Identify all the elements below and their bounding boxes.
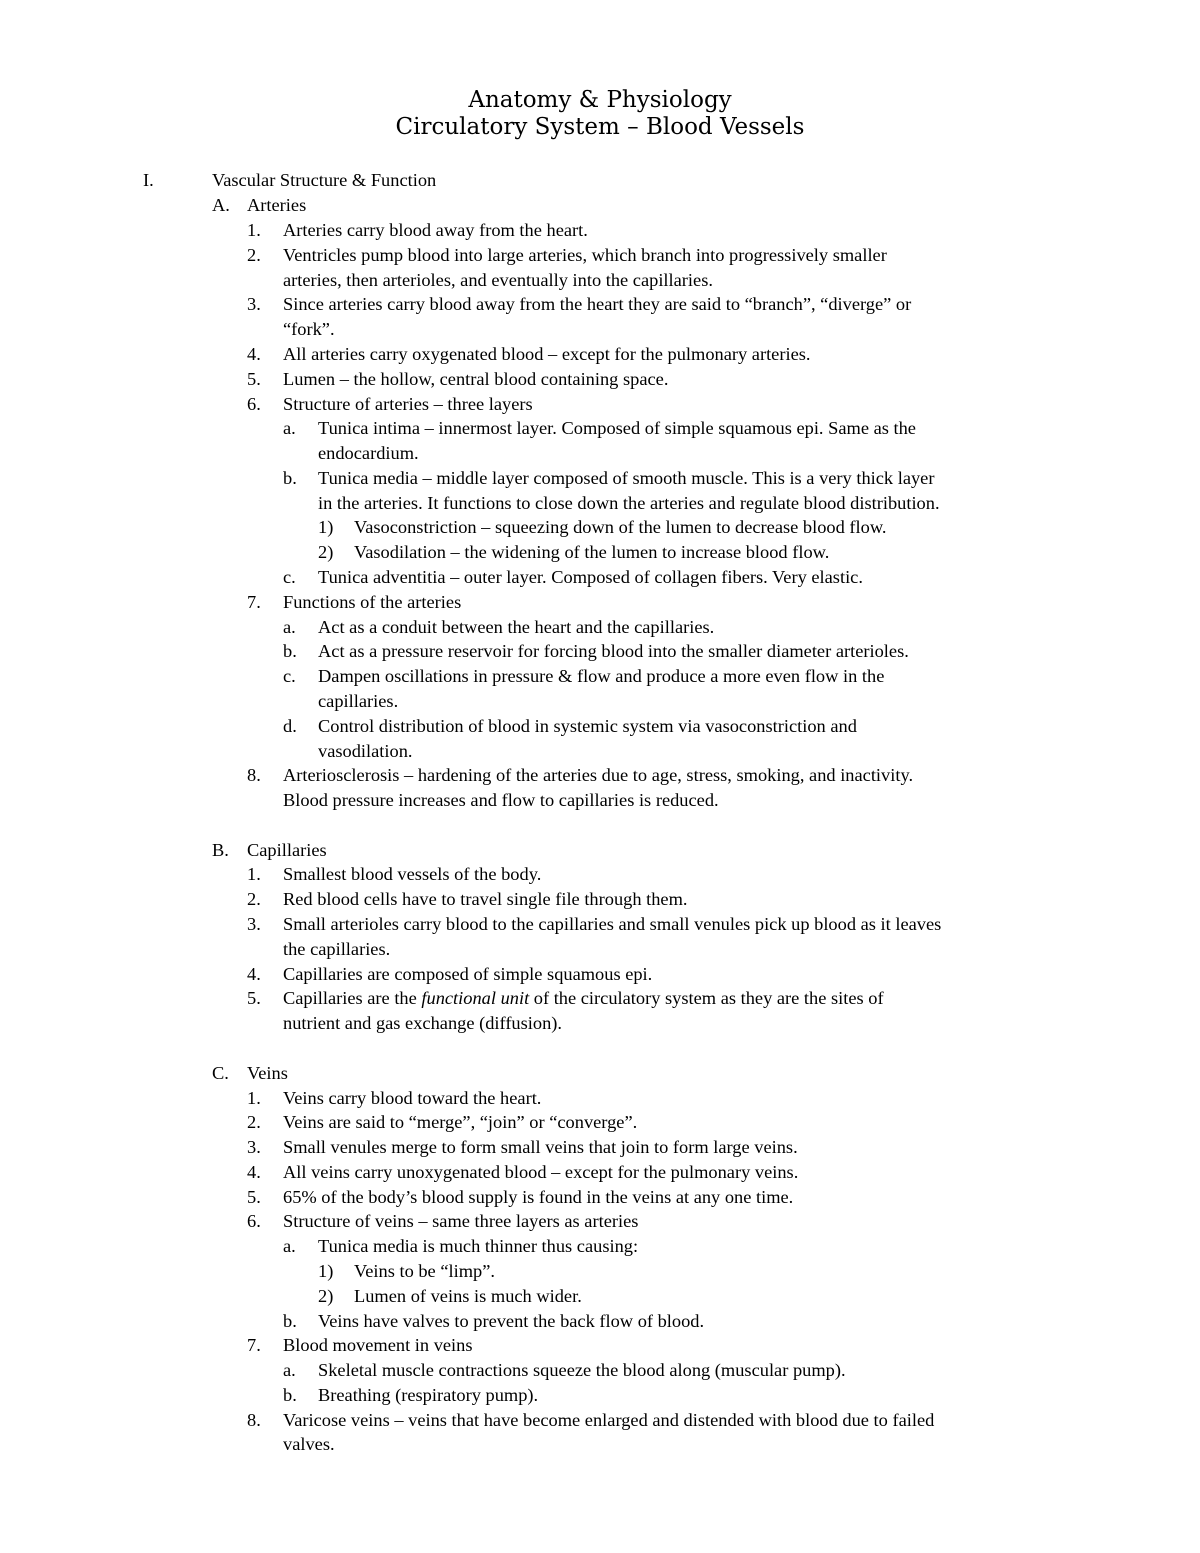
list-number: 2. bbox=[247, 245, 261, 265]
list-paren-number: 1) bbox=[318, 1261, 334, 1281]
list-item-continuation: arteries, then arterioles, and eventually into the capillaries. bbox=[283, 270, 713, 290]
list-letter: c. bbox=[283, 666, 296, 686]
list-letter: b. bbox=[283, 468, 297, 488]
list-number: 1. bbox=[247, 864, 261, 884]
list-number: 7. bbox=[247, 592, 261, 612]
list-subitem: Tunica media is much thinner thus causing: bbox=[318, 1236, 639, 1256]
list-letter: d. bbox=[283, 716, 297, 736]
list-subitem: Act as a conduit between the heart and the capillaries. bbox=[318, 617, 715, 637]
list-letter: b. bbox=[283, 1385, 297, 1405]
list-item bbox=[283, 986, 884, 1011]
list-letter: a. bbox=[283, 617, 296, 637]
list-number: 2. bbox=[247, 889, 261, 909]
list-item: Structure of veins – same three layers as arteries bbox=[283, 1211, 639, 1231]
list-number: 3. bbox=[247, 1137, 261, 1157]
list-subitem: Dampen oscillations in pressure & flow and produce a more even flow in the bbox=[318, 666, 885, 686]
list-paren-number: 1) bbox=[318, 517, 334, 537]
list-item: Red blood cells have to travel single file through them. bbox=[283, 889, 688, 909]
list-subitem-continuation: capillaries. bbox=[318, 691, 399, 711]
list-number: 7. bbox=[247, 1335, 261, 1355]
list-subitem: Tunica intima – innermost layer. Composed of simple squamous epi. Same as the bbox=[318, 418, 916, 438]
list-number: 3. bbox=[247, 914, 261, 934]
list-letter: a. bbox=[283, 418, 296, 438]
emphasis-text: functional unit bbox=[421, 988, 530, 1008]
document-title: Anatomy & Physiology bbox=[468, 87, 732, 113]
list-subitem: Skeletal muscle contractions squeeze the blood along (muscular pump). bbox=[318, 1360, 846, 1380]
list-item-continuation: Blood pressure increases and flow to capillaries is reduced. bbox=[283, 790, 719, 810]
text-run: Capillaries are the bbox=[283, 988, 422, 1008]
list-item: Since arteries carry blood away from the heart they are said to “branch”, “diverge” or bbox=[283, 294, 912, 314]
section-number: I. bbox=[143, 170, 154, 190]
list-subsubitem: Lumen of veins is much wider. bbox=[354, 1286, 582, 1306]
list-number: 6. bbox=[247, 394, 261, 414]
list-letter: c. bbox=[283, 567, 296, 587]
list-item: Small arterioles carry blood to the capillaries and small venules pick up blood as it leaves bbox=[283, 914, 942, 934]
list-letter: a. bbox=[283, 1236, 296, 1256]
text-run: of the circulatory system as they are the sites of bbox=[529, 988, 884, 1008]
list-subsubitem: Vasodilation – the widening of the lumen to increase blood flow. bbox=[354, 542, 830, 562]
list-number: 1. bbox=[247, 1088, 261, 1108]
subsection-letter: C. bbox=[212, 1063, 229, 1083]
list-number: 4. bbox=[247, 1162, 261, 1182]
list-subitem: Act as a pressure reservoir for forcing blood into the smaller diameter arterioles. bbox=[318, 641, 909, 661]
list-subitem: Control distribution of blood in systemic system via vasoconstriction and bbox=[318, 716, 857, 736]
subsection-letter: B. bbox=[212, 840, 229, 860]
list-number: 5. bbox=[247, 1187, 261, 1207]
list-subitem-continuation: endocardium. bbox=[318, 443, 419, 463]
list-subsubitem: Vasoconstriction – squeezing down of the lumen to decrease blood flow. bbox=[354, 517, 887, 537]
list-letter: b. bbox=[283, 1311, 297, 1331]
list-item-continuation: nutrient and gas exchange (diffusion). bbox=[283, 1013, 563, 1033]
subsection-heading-capillaries: Capillaries bbox=[247, 840, 327, 860]
list-subsubitem: Veins to be “limp”. bbox=[354, 1261, 495, 1281]
list-subitem-continuation: in the arteries. It functions to close down the arteries and regulate blood distribution. bbox=[318, 493, 940, 513]
list-item: Veins are said to “merge”, “join” or “converge”. bbox=[283, 1112, 638, 1132]
list-subitem: Tunica media – middle layer composed of smooth muscle. This is a very thick layer bbox=[318, 468, 935, 488]
list-item: Ventricles pump blood into large arteries, which branch into progressively smaller bbox=[283, 245, 887, 265]
list-item: Blood movement in veins bbox=[283, 1335, 473, 1355]
list-item: 65% of the body’s blood supply is found in the veins at any one time. bbox=[283, 1187, 794, 1207]
list-subitem: Tunica adventitia – outer layer. Composed of collagen fibers. Very elastic. bbox=[318, 567, 863, 587]
list-item: Functions of the arteries bbox=[283, 592, 462, 612]
list-letter: b. bbox=[283, 641, 297, 661]
list-subitem: Veins have valves to prevent the back flow of blood. bbox=[318, 1311, 705, 1331]
list-subitem-continuation: vasodilation. bbox=[318, 741, 413, 761]
list-number: 8. bbox=[247, 1410, 261, 1430]
list-item: Lumen – the hollow, central blood containing space. bbox=[283, 369, 669, 389]
list-item-continuation: valves. bbox=[283, 1434, 335, 1454]
list-number: 4. bbox=[247, 344, 261, 364]
list-letter: a. bbox=[283, 1360, 296, 1380]
list-number: 3. bbox=[247, 294, 261, 314]
list-paren-number: 2) bbox=[318, 542, 334, 562]
list-number: 8. bbox=[247, 765, 261, 785]
subsection-heading-arteries: Arteries bbox=[247, 195, 307, 215]
list-item: Varicose veins – veins that have become enlarged and distended with blood due to failed bbox=[283, 1410, 935, 1430]
list-item-continuation: the capillaries. bbox=[283, 939, 391, 959]
list-number: 2. bbox=[247, 1112, 261, 1132]
document-subtitle: Circulatory System – Blood Vessels bbox=[395, 114, 805, 140]
list-item: Arteries carry blood away from the heart. bbox=[283, 220, 588, 240]
list-item: All veins carry unoxygenated blood – except for the pulmonary veins. bbox=[283, 1162, 799, 1182]
list-item: Smallest blood vessels of the body. bbox=[283, 864, 542, 884]
list-item: Arteriosclerosis – hardening of the arteries due to age, stress, smoking, and inactivity. bbox=[283, 765, 914, 785]
list-subitem: Breathing (respiratory pump). bbox=[318, 1385, 539, 1405]
list-number: 4. bbox=[247, 964, 261, 984]
list-item: All arteries carry oxygenated blood – except for the pulmonary arteries. bbox=[283, 344, 811, 364]
list-number: 1. bbox=[247, 220, 261, 240]
list-item-continuation: “fork”. bbox=[283, 319, 335, 339]
subsection-heading-veins: Veins bbox=[247, 1063, 288, 1083]
subsection-letter: A. bbox=[212, 195, 230, 215]
list-item: Capillaries are composed of simple squamous epi. bbox=[283, 964, 653, 984]
list-item: Veins carry blood toward the heart. bbox=[283, 1088, 542, 1108]
list-number: 5. bbox=[247, 369, 261, 389]
list-item: Structure of arteries – three layers bbox=[283, 394, 533, 414]
list-number: 6. bbox=[247, 1211, 261, 1231]
list-number: 5. bbox=[247, 988, 261, 1008]
list-paren-number: 2) bbox=[318, 1286, 334, 1306]
section-heading: Vascular Structure & Function bbox=[212, 170, 437, 190]
list-item: Small venules merge to form small veins that join to form large veins. bbox=[283, 1137, 798, 1157]
